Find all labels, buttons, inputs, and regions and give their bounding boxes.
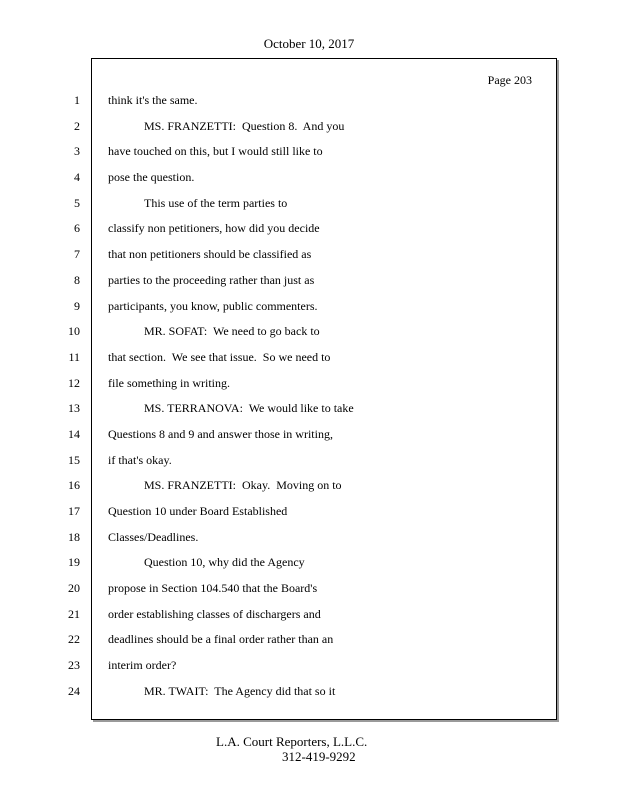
transcript-line — [0, 448, 618, 474]
transcript-line — [0, 576, 618, 602]
line-text: deadlines should be a final order rather than an — [108, 632, 334, 647]
line-number: 9 — [74, 298, 80, 313]
transcript-line — [0, 216, 618, 242]
line-text: MR. TWAIT: The Agency did that so it — [144, 683, 336, 698]
line-text: MR. SOFAT: We need to go back to — [144, 324, 320, 339]
line-number: 8 — [74, 272, 80, 287]
transcript-line — [0, 191, 618, 217]
court-reporter-phone: 312-419-9292 — [282, 749, 356, 764]
line-number: 22 — [68, 632, 80, 647]
transcript-line — [0, 268, 618, 294]
line-text: classify non petitioners, how did you decide — [108, 221, 320, 236]
line-text: Question 10, why did the Agency — [144, 555, 305, 570]
transcript-line — [0, 653, 618, 679]
line-text: MS. FRANZETTI: Question 8. And you — [144, 118, 345, 133]
line-number: 2 — [74, 118, 80, 133]
line-number: 10 — [68, 324, 80, 339]
transcript-line — [0, 550, 618, 576]
court-reporter-company: L.A. Court Reporters, L.L.C. — [216, 734, 368, 749]
line-text: This use of the term parties to — [144, 195, 288, 210]
line-number: 24 — [68, 683, 80, 698]
line-text: Classes/Deadlines. — [108, 529, 199, 544]
transcript-line — [0, 242, 618, 268]
line-text: that section. We see that issue. So we need to — [108, 349, 331, 364]
line-number: 19 — [68, 555, 80, 570]
transcript-line — [0, 88, 618, 114]
line-text: propose in Section 104.540 that the Board's — [108, 581, 318, 596]
line-number: 17 — [68, 504, 80, 518]
line-number: 15 — [68, 452, 80, 467]
line-text: Questions 8 and 9 and answer those in writing, — [108, 426, 333, 441]
line-number: 20 — [68, 581, 80, 596]
transcript-line — [0, 422, 618, 448]
transcript-line — [0, 319, 618, 345]
line-text: order establishing classes of dischargers and — [108, 606, 321, 621]
transcript-line — [0, 525, 618, 551]
line-number: 4 — [74, 170, 80, 185]
transcript-line — [0, 499, 618, 525]
line-number: 5 — [74, 195, 80, 210]
line-number: 7 — [74, 247, 80, 262]
line-text: interim order? — [108, 658, 177, 673]
transcript-line — [0, 371, 618, 397]
transcript-line — [0, 602, 618, 628]
line-text: MS. FRANZETTI: Okay. Moving on to — [144, 478, 342, 493]
line-number: 21 — [68, 606, 80, 621]
line-text: that non petitioners should be classified as — [108, 247, 312, 262]
line-number: 23 — [68, 658, 80, 673]
transcript-line — [0, 396, 618, 422]
line-number: 6 — [74, 221, 80, 236]
line-number: 18 — [68, 529, 80, 544]
line-number: 3 — [74, 144, 80, 159]
line-text: pose the question. — [108, 170, 195, 185]
page-number: Page 203 — [487, 73, 532, 87]
line-text: Question 10 under Board Established — [108, 504, 288, 518]
transcript-line — [0, 345, 618, 371]
line-text: file something in writing. — [108, 375, 230, 390]
transcript-line — [0, 139, 618, 165]
line-number: 13 — [68, 401, 80, 416]
transcript-line — [0, 294, 618, 320]
transcript-line — [0, 473, 618, 499]
transcript-line — [0, 627, 618, 653]
line-number: 12 — [68, 375, 80, 390]
line-text: if that's okay. — [108, 452, 172, 467]
line-text: MS. TERRANOVA: We would like to take — [144, 401, 354, 416]
line-number: 16 — [68, 478, 80, 493]
line-number: 11 — [68, 349, 80, 364]
line-number: 14 — [68, 426, 80, 441]
transcript-line — [0, 114, 618, 140]
transcript-lines — [0, 88, 618, 705]
line-number: 1 — [74, 93, 80, 107]
transcript-line — [0, 165, 618, 191]
line-text: have touched on this, but I would still like to — [108, 144, 323, 159]
line-text: parties to the proceeding rather than just as — [108, 272, 315, 287]
transcript-line — [0, 679, 618, 705]
line-text: participants, you know, public commenters. — [108, 298, 318, 313]
transcript-date: October 10, 2017 — [263, 36, 355, 51]
line-text: think it's the same. — [108, 93, 198, 107]
